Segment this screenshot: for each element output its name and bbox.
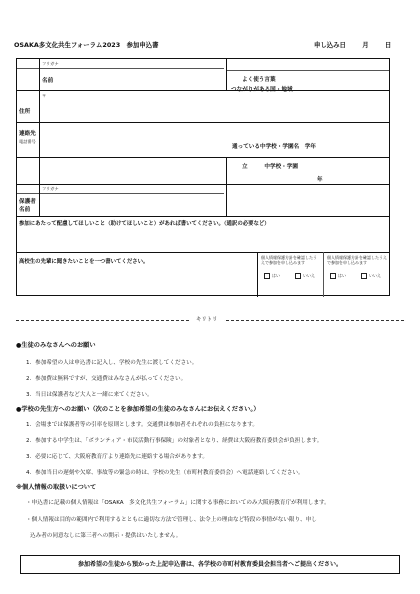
guardian-furigana-label: フリガナ (42, 186, 59, 191)
checkbox[interactable] (361, 273, 367, 279)
furigana-label: フリガナ (42, 61, 59, 66)
school-label: 通っている中学校・学園名 学年 (232, 144, 316, 150)
teachers-heading: ●学校の先生方へのお願い（次のことを参加希望の生徒のみなさんにお伝えください。） (16, 406, 260, 413)
contact-label: 連絡先 (19, 131, 36, 137)
grade-suffix: 年 (317, 177, 323, 183)
school-name-suffix: 立 中学校・学園 (242, 164, 298, 170)
students-item-1: 1．参加希望の人は申込書に記入し、学校の先生に渡してください。 (26, 360, 198, 366)
privacy-heading: ※個人情報の取扱いについて (16, 484, 97, 491)
date-label: 申し込み日 (314, 41, 346, 49)
phone-label: 電話番号 (19, 139, 36, 144)
students-item-3: 3．当日は保護者など大人と一緒に来てください。 (26, 392, 153, 398)
consent-no-1[interactable]: いいえ (295, 273, 315, 279)
privacy-item-3: 込み者の同意なしに第三者への開示・提供はいたしません。 (30, 533, 182, 539)
teachers-item-3: 3．必要に応じて、大阪府教育庁より連絡先に連絡する場合があります。 (26, 454, 208, 460)
consideration-label: 参加にあたって配慮してほしいこと（助けてほしいこと）があれば書いてください。（通訳の必要など） (19, 221, 270, 227)
checkbox[interactable] (330, 273, 336, 279)
month-label: 月 (362, 41, 369, 49)
students-heading: ●生徒のみなさんへのお願い (16, 342, 96, 349)
checkbox[interactable] (295, 273, 301, 279)
privacy-item-2: ・個人情報は目的の範囲内で利用するとともに適切な方法で管理し、法令上の理由など特段の事情がない限り、申し (26, 517, 317, 523)
guardian-name-label: 保護者 名前 (19, 199, 36, 213)
teachers-item-4: 4．参加当日の遅刻や欠席、事故等の緊急の時は、学校の先生（市町村教育委員会）へ電話連絡してください。 (26, 470, 304, 476)
consent-yes-1[interactable]: はい (264, 273, 280, 279)
consent-note-2: 個人情報保護方針を確認したうえで参加を申し込みます (327, 255, 387, 265)
submission-note: 参加希望の生徒から預かった上記申込書は、各学校の市町村教育委員会担当者へご提出ください。 (20, 555, 400, 574)
region-label: つながりがある国・地域 (231, 87, 293, 93)
day-label: 日 (384, 41, 392, 49)
students-item-2: 2．参加費は無料ですが、交通費はみなさんが払ってください。 (26, 376, 187, 382)
checkbox[interactable] (264, 273, 270, 279)
question-label: 高校生の先輩に聞きたいことを一つ書いてください。 (19, 259, 149, 265)
consent-note-1: 個人情報保護方針を確認したうえで参加を申し込みます (261, 255, 317, 265)
application-date (314, 40, 405, 49)
name-label: 名前 (42, 78, 54, 84)
teachers-item-1: 1．会場までは保護者等の引率を原則とします。交通費は参加者それぞれの負担になります。 (26, 422, 259, 428)
application-form-table (16, 58, 390, 296)
address-label: 住所 (19, 109, 31, 115)
postal-mark: 〒 (42, 93, 47, 98)
language-label: よく使う言葉 (242, 77, 276, 83)
teachers-item-2: 2．参加する中学生は、「ボランティア・市民活動行事保険」の対象者となり、経費は大阪府教育委員会が負担します。 (26, 438, 323, 444)
consent-yes-2[interactable]: はい (330, 273, 346, 279)
form-title: OSAKA多文化共生フォーラム2023 参加申込書 (14, 41, 159, 49)
cut-label: キリトリ (190, 315, 224, 323)
consent-no-2[interactable]: いいえ (361, 273, 381, 279)
privacy-item-1: ・申込書に記載の個人情報は「OSAKA 多文化共生フォーラム」に関する事務においてのみ大阪府教育庁が利用します。 (26, 500, 330, 506)
